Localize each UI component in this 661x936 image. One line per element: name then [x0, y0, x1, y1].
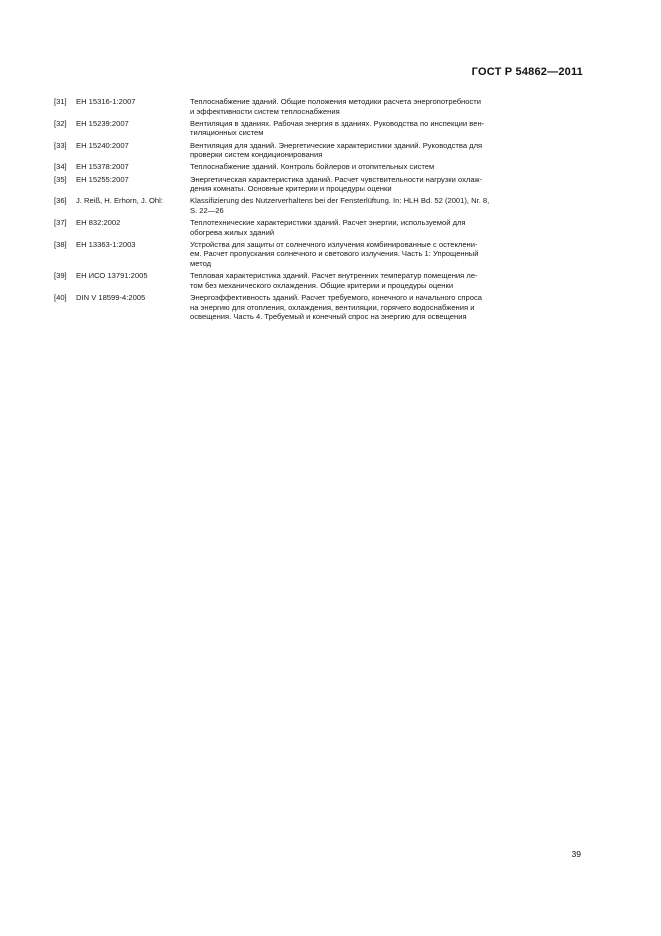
entry-number: [37]: [54, 218, 67, 228]
bibliography-entry: [54, 240, 579, 269]
entry-standard-code: ЕН 15378:2007: [76, 162, 129, 172]
entry-title: Теплотехнические характеристики зданий. Расчет энергии, используемой для обогрева жилых зданий: [190, 218, 466, 237]
entry-title: Теплоснабжение зданий. Контроль бойлеров и отопительных систем: [190, 162, 435, 172]
bibliography-entry: [54, 271, 579, 290]
entry-standard-code: DIN V 18599-4:2005: [76, 293, 146, 303]
document-code-header: ГОСТ Р 54862—2011: [471, 66, 583, 78]
entry-title: Klassifizierung des Nutzerverhaltens bei der Fensterlüftung. In: HLH Bd. 52 (2001), Nr. 8, S. 22—26: [190, 196, 490, 215]
entry-number: [34]: [54, 162, 67, 172]
entry-standard-code: ЕН 15240:2007: [76, 140, 129, 150]
entry-standard-code: ЕН 15255:2007: [76, 174, 129, 184]
bibliography-entry: [54, 97, 579, 116]
bibliography-entry: [54, 141, 579, 160]
page-number: 39: [571, 849, 581, 859]
entry-title: Вентиляция для зданий. Энергетические характеристики зданий. Руководства для проверки систем кондиционирования: [190, 140, 483, 160]
entry-title: Вентиляция в зданиях. Рабочая энергия в зданиях. Руководства по инспекции вен- тиляционных систем: [190, 118, 485, 138]
entry-title: Устройства для защиты от солнечного излучения комбинированные с остеклени- ем. Расчет пропускания солнечного и светового излучения. Часть 1: Упрощенный метод: [190, 239, 479, 269]
bibliography-list: [54, 97, 579, 324]
entry-title: Энергоэффективность зданий. Расчет требуемого, конечного и начального спроса на энергию для отопления, охлаждения, вентиляции, горячего водоснабжения и освещения. Часть 4. Требуемый и конечный спрос на энергию для освещения: [190, 293, 483, 322]
entry-standard-code: ЕН 15239:2007: [76, 118, 129, 128]
entry-standard-code: ЕН 13363-1:2003: [76, 239, 136, 249]
entry-number: [40]: [54, 293, 67, 303]
bibliography-entry: [54, 196, 579, 215]
entry-number: [32]: [54, 118, 67, 128]
entry-standard-code: ЕН ИСО 13791:2005: [76, 271, 148, 281]
entry-number: [31]: [54, 97, 67, 106]
entry-title: Тепловая характеристика зданий. Расчет внутренних температур помещения ле- том без механического охлаждения. Общие критерии и процедуры оценки: [190, 271, 478, 290]
entry-standard-code: ЕН 832:2002: [76, 218, 121, 228]
entry-number: [33]: [54, 140, 67, 150]
bibliography-entry: [54, 162, 579, 172]
entry-number: [39]: [54, 271, 67, 281]
bibliography-entry: [54, 293, 579, 322]
entry-title: Теплоснабжение зданий. Общие положения методики расчета энергопотребности и эффективности систем теплоснабжения: [190, 97, 481, 116]
bibliography-entry: [54, 119, 579, 138]
bibliography-entry: [54, 175, 579, 194]
entry-standard-code: ЕН 15316-1:2007: [76, 97, 136, 106]
entry-number: [35]: [54, 174, 67, 184]
bibliography-entry: [54, 218, 579, 237]
entry-number: [38]: [54, 239, 67, 249]
entry-number: [36]: [54, 196, 67, 206]
entry-title: Энергетическая характеристика зданий. Расчет чувствительности нагрузки охлаж- дения комнаты. Основные критерии и процедуры оценки: [190, 174, 483, 194]
entry-standard-code: J. Reiß, H. Erhorn, J. Ohl:: [76, 196, 163, 206]
